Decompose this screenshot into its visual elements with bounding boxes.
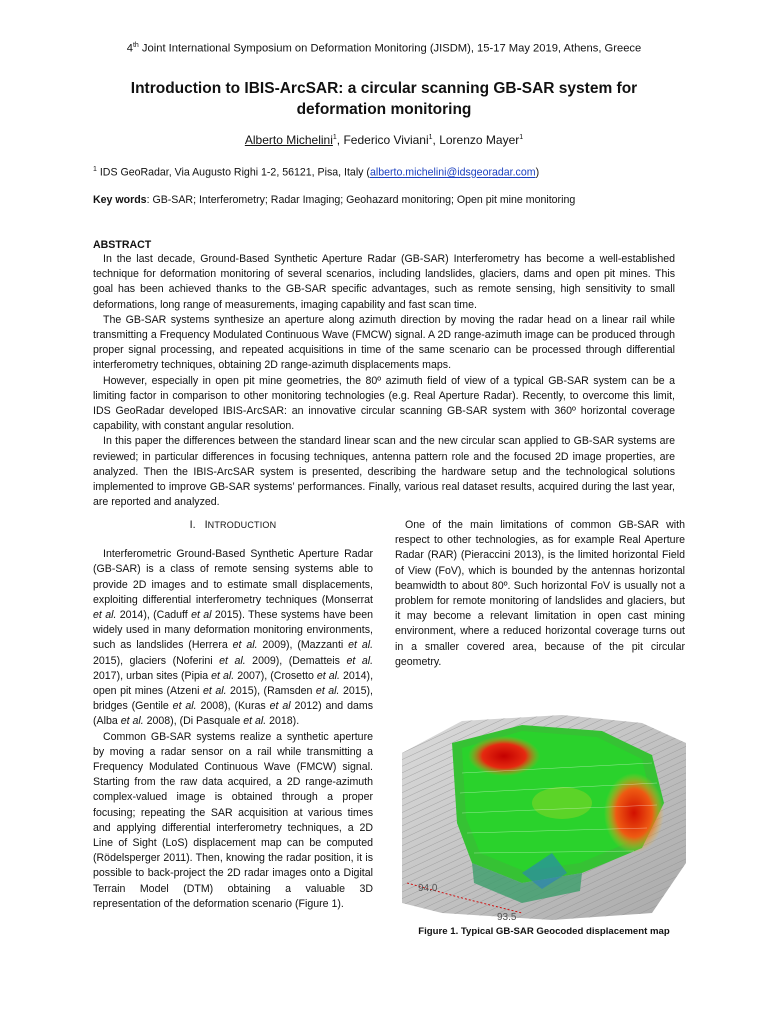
citation-etal: et al. bbox=[172, 700, 197, 713]
paper-title: Introduction to IBIS-ArcSAR: a circular scanning GB-SAR system for deformation monitoring bbox=[130, 80, 638, 118]
figure-displacement-map bbox=[402, 713, 686, 920]
citation-etal: et al. bbox=[219, 654, 246, 667]
paragraph-text: 2012) and dams (Alba bbox=[93, 700, 374, 728]
body-paragraph bbox=[93, 730, 373, 912]
citation-etal: et al. bbox=[316, 669, 340, 682]
paragraph-text: 2014), (Caduff bbox=[116, 609, 192, 622]
contour-label: 94.0 bbox=[418, 883, 438, 894]
figure-caption: Figure 1. Typical GB-SAR Geocoded displacement map bbox=[418, 926, 670, 937]
abstract-body bbox=[93, 252, 675, 510]
paragraph-text: 2009), (Mazzanti bbox=[257, 639, 349, 652]
author-name: Federico Viviani bbox=[343, 133, 429, 147]
citation-etal: et al. bbox=[346, 654, 374, 667]
citation-etal: et al. bbox=[315, 685, 340, 698]
left-column bbox=[93, 518, 373, 912]
paragraph-text: 2015), glaciers (Noferini bbox=[93, 654, 220, 667]
displacement-map-image bbox=[402, 713, 686, 920]
paragraph-text: 2017), urban sites (Pipia bbox=[93, 669, 212, 682]
paragraph-text: 2009), (Dematteis bbox=[245, 654, 347, 667]
abstract-paragraph: The GB-SAR systems synthesize an aperture along azimuth direction by moving the radar head on a linear rail while transmitting a Frequency Modulated Continuous Wave (FMCW) signal. A 2D range-azimuth image can be produced through proper signal processing, and repeated acquisitions in time of the same scenario can be processed through differential interferometry techniques, obtaining 2D range-azimuth displacements maps. bbox=[93, 313, 675, 372]
paragraph-text: 2015), bridges (Gentile bbox=[93, 685, 373, 713]
conference-header: 4th Joint International Symposium on Deformation Monitoring (JISDM), 15-17 May 2019, Athens, Greece bbox=[126, 42, 642, 55]
paragraph-text: Common GB-SAR systems realize a synthetic aperture by moving a radar sensor on a rail while transmitting a Frequency Modulated Continuous Wave (FMCW) signal. Starting from the raw data acquired, a 2D range-azimuth complex-valued image is obtained through a proper focusing; repeating the SAR acquisition at various times and applying differential interferometry techniques, a 2D Line of Sight (LoS) displacement map can be computed (Rödelsperger 2011). Then, knowing the radar position, it is possible to back-project the 2D radar images onto a Digital Terrain Model (DTM) obtaining a valuable 3D representation of the deformation scenario (Figure 1). bbox=[93, 730, 373, 910]
citation-etal: et al bbox=[269, 700, 291, 713]
paragraph-text: 2014), open pit mines (Atzeni bbox=[93, 669, 374, 698]
citation-etal: et al. bbox=[202, 685, 227, 698]
author-list: Alberto Michelini$^1$, Federico Viviani$^1$, Lorenzo Mayer$^1$ bbox=[244, 133, 524, 147]
paragraph-text: 2008), (Di Pasquale bbox=[143, 715, 244, 728]
citation-etal: et al. bbox=[93, 609, 117, 622]
author-name: Lorenzo Mayer bbox=[439, 133, 520, 147]
citation-etal: et al. bbox=[243, 715, 267, 728]
paragraph-text: 2015), (Ramsden bbox=[226, 685, 316, 698]
paragraph-text: 2008), (Kuras bbox=[196, 700, 270, 713]
citation-etal: et al bbox=[191, 609, 212, 622]
paragraph-text: 2007), (Crosetto bbox=[234, 669, 317, 682]
paragraph-text: 2018). bbox=[266, 715, 300, 728]
contour-label: 93.5 bbox=[497, 912, 517, 920]
right-column bbox=[395, 518, 685, 670]
abstract-paragraph: In this paper the differences between the standard linear scan and the new circular scan applied to GB-SAR systems are reviewed; in particular differences in focusing techniques, antenna pattern role and the focused 2D image properties, are analyzed. Then the IBIS-ArcSAR system is presented, describing the hardware setup and the technological solutions implemented to improve GB-SAR systems’ performances. Finally, various real dataset results, acquired during the last year, are reported and analyzed. bbox=[93, 435, 675, 509]
body-paragraph: One of the main limitations of common GB-SAR with respect to other technologies, as for example Real Aperture Radar (RAR) (Pieraccini 2013), is the limited horizontal Field of View (FoV), which is bounded by the antennas horizontal beamwidth to about 80º. Such horizontal FoV is usually not a problem for remote monitoring of landslides and glaciers, but it may become a relevant limitation in open cast mining environment, where a reduced horizontal coverage turns out in a smaller covered area, because of the pit circular geometry. bbox=[395, 519, 685, 668]
body-paragraph bbox=[93, 547, 373, 729]
section-heading: I. INTRODUCTION bbox=[189, 519, 277, 531]
citation-etal: et al. bbox=[232, 639, 258, 652]
keywords: Key words: GB-SAR; Interferometry; Radar Imaging; Geohazard monitoring; Open pit mine monitoring bbox=[93, 194, 576, 206]
citation-etal: et al. bbox=[348, 639, 374, 652]
email-link[interactable]: alberto.michelini@idsgeoradar.com bbox=[369, 166, 536, 179]
affiliation: $^1$ IDS GeoRadar, Via Augusto Righi 1-2, 56121, Pisa, Italy (alberto.michelini@idsgeoradar.com) bbox=[93, 166, 540, 179]
citation-etal: et al. bbox=[120, 715, 144, 728]
paragraph-text: Interferometric Ground-Based Synthetic Aperture Radar (GB-SAR) is a class of remote sensing systems able to provide 2D images and to estimate small displacements, exploiting differential interferometry techniques (Monserrat bbox=[93, 548, 373, 606]
abstract-heading: ABSTRACT bbox=[93, 239, 152, 251]
paragraph-text: 2015). These systems have been widely used in many deformation monitoring environments, such as landslides (Herrera bbox=[93, 609, 373, 652]
author-name: Alberto Michelini bbox=[244, 133, 333, 147]
abstract-paragraph: However, especially in open pit mine geometries, the 80º azimuth field of view of a typical GB-SAR system can be a limiting factor in comparison to other monitoring technologies (e.g. Real Aperture Radar). Recently, to overcome this limit, IDS GeoRadar developed IBIS-ArcSAR: an innovative circular scanning GB-SAR system with 360º horizontal coverage capability, with constant angular resolution. bbox=[93, 374, 675, 433]
citation-etal: et al. bbox=[211, 669, 235, 682]
abstract-paragraph: In the last decade, Ground-Based Synthetic Aperture Radar (GB-SAR) Interferometry has become a well-established technique for deformation monitoring of several scenarios, including landslides, glaciers, dams and open pit mines. This goal has been achieved thanks to the GB-SAR specific advantages, such as remote sensing, high sensitivity to small deformations, long range of measurements, imaging capability and fast scan time. bbox=[93, 253, 675, 311]
